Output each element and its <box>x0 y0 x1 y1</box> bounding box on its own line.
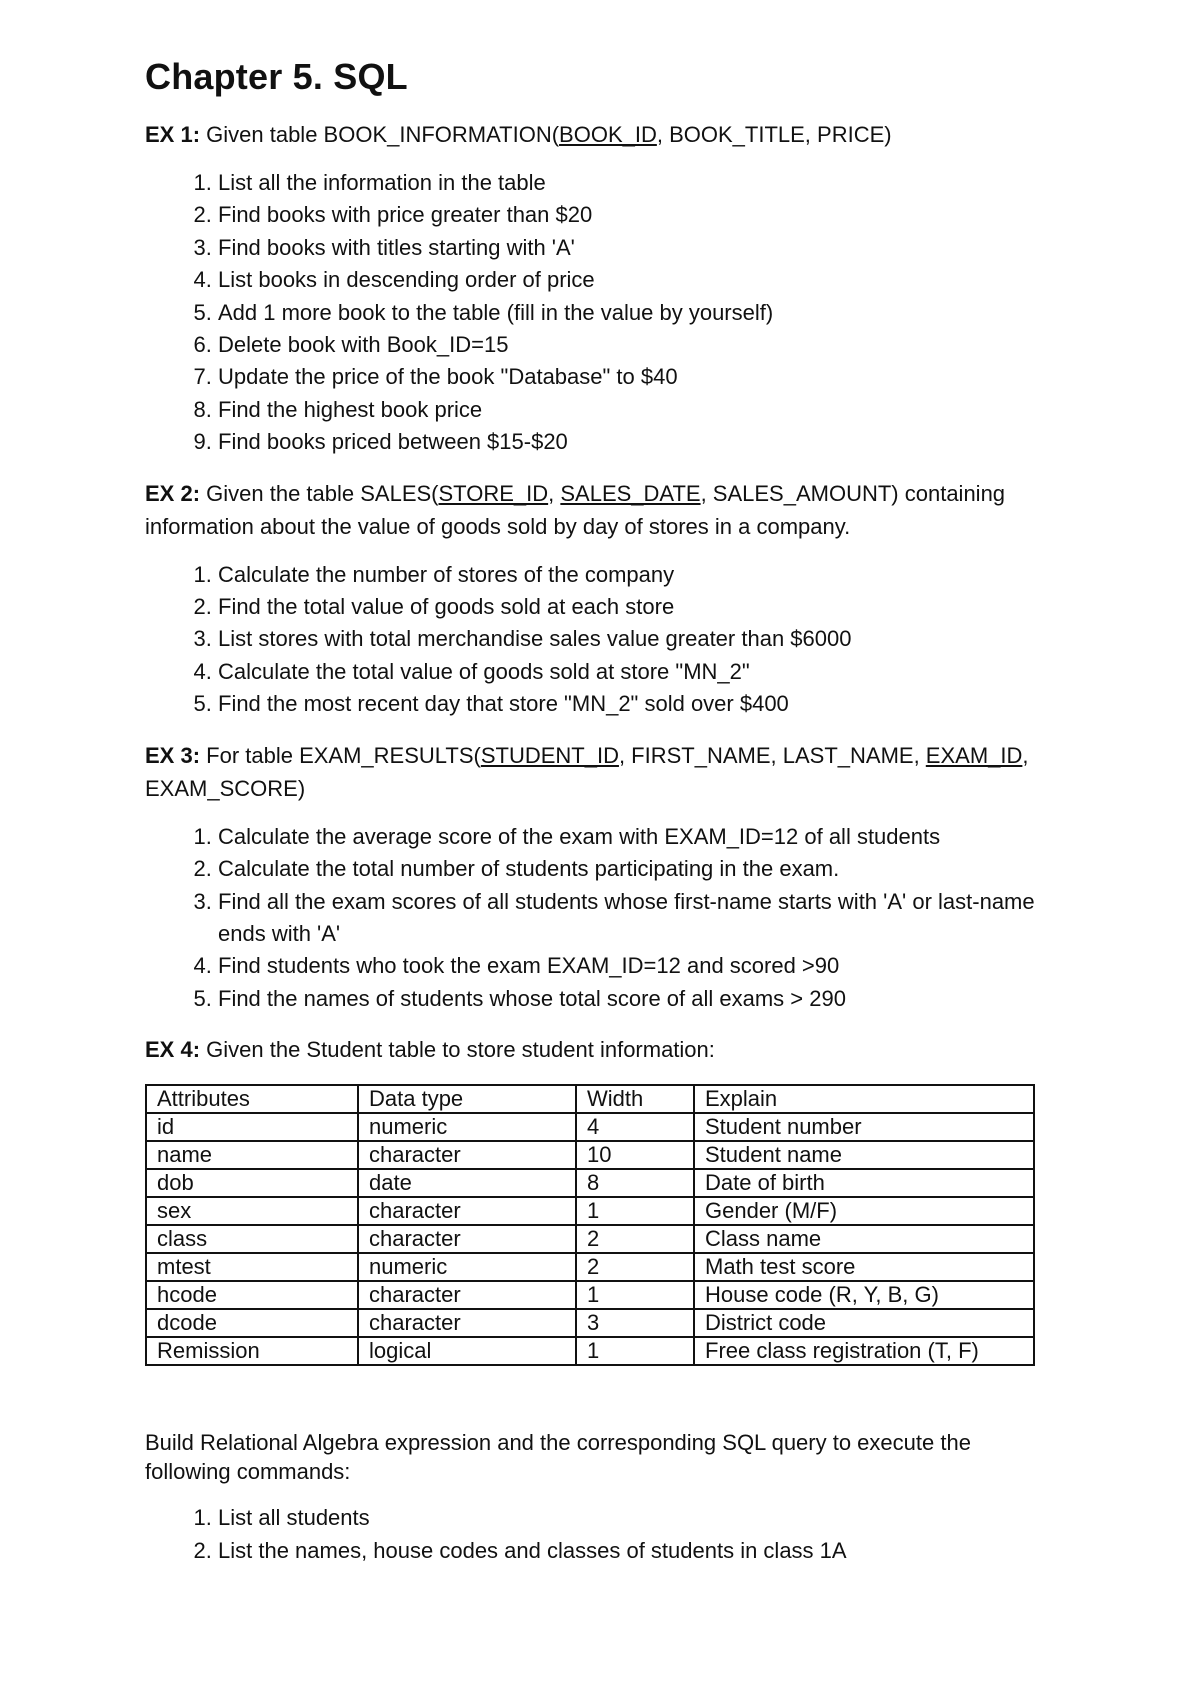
exercise-3-heading: EX 3: For table EXAM_RESULTS(STUDENT_ID, FIRST_NAME, LAST_NAME, EXAM_ID, EXAM_SCORE) <box>145 742 1029 801</box>
primary-key: STORE_ID <box>438 480 549 506</box>
primary-key: SALES_DATE <box>560 480 701 506</box>
table-row <box>146 1225 1034 1253</box>
table-cell: 2 <box>576 1253 694 1281</box>
exercise-3 <box>145 739 1045 1015</box>
exercise-3-list <box>145 821 1045 1015</box>
list-item: 3. List stores with total merchandise sales value greater than $6000 <box>218 623 1045 655</box>
table-cell: mtest <box>146 1253 358 1281</box>
document-page <box>145 56 1045 1585</box>
table-row <box>146 1113 1034 1141</box>
student-table <box>145 1084 1035 1366</box>
list-item: 3. Find all the exam scores of all students whose first-name starts with 'A' or last-name ends with 'A' <box>218 886 1045 951</box>
table-cell: logical <box>358 1337 576 1365</box>
list-item: 4. Calculate the total value of goods sold at store "MN_2" <box>218 656 1045 688</box>
list-item: 2. Find books with price greater than $20 <box>218 199 1045 231</box>
list-item: 1. List all the information in the table <box>218 167 1045 199</box>
primary-key: STUDENT_ID <box>480 742 619 768</box>
table-cell: Date of birth <box>694 1169 1034 1197</box>
table-cell: 10 <box>576 1141 694 1169</box>
table-header-row <box>146 1085 1034 1113</box>
table-cell: dob <box>146 1169 358 1197</box>
table-cell: Class name <box>694 1225 1034 1253</box>
exercise-1-list <box>145 167 1045 459</box>
exercise-label: EX 2: <box>145 480 201 506</box>
list-item: 7. Update the price of the book "Database" to $40 <box>218 361 1045 393</box>
primary-key: BOOK_ID <box>559 122 657 147</box>
table-cell: character <box>358 1225 576 1253</box>
list-item: 5. Find the names of students whose total score of all exams > 290 <box>218 983 1045 1015</box>
table-row <box>146 1197 1034 1225</box>
table-cell: 4 <box>576 1113 694 1141</box>
list-item: 2. List the names, house codes and classes of students in class 1A <box>218 1535 1045 1567</box>
table-cell: character <box>358 1197 576 1225</box>
column-header: Width <box>576 1085 694 1113</box>
table-cell: 8 <box>576 1169 694 1197</box>
list-item: 4. List books in descending order of price <box>218 264 1045 296</box>
table-cell: class <box>146 1225 358 1253</box>
primary-key: EXAM_ID <box>925 742 1023 768</box>
list-item: 1. Calculate the number of stores of the company <box>218 559 1045 591</box>
list-item: 4. Find students who took the exam EXAM_ID=12 and scored >90 <box>218 950 1045 982</box>
page-title: Chapter 5. SQL <box>145 56 408 97</box>
table-cell: date <box>358 1169 576 1197</box>
table-cell: 1 <box>576 1281 694 1309</box>
table-cell: numeric <box>358 1253 576 1281</box>
list-item: 5. Add 1 more book to the table (fill in the value by yourself) <box>218 297 1045 329</box>
column-header: Explain <box>694 1085 1034 1113</box>
table-cell: character <box>358 1141 576 1169</box>
table-row <box>146 1253 1034 1281</box>
table-cell: Free class registration (T, F) <box>694 1337 1034 1365</box>
exercise-1 <box>145 118 1045 459</box>
table-cell: District code <box>694 1309 1034 1337</box>
table-cell: Student number <box>694 1113 1034 1141</box>
exercise-2-heading: EX 2: Given the table SALES(STORE_ID, SALES_DATE, SALES_AMOUNT) containing information about the value of goods sold by day of stores in a company. <box>145 480 1006 539</box>
table-row <box>146 1141 1034 1169</box>
table-cell: id <box>146 1113 358 1141</box>
table-cell: 1 <box>576 1337 694 1365</box>
table-cell: 1 <box>576 1197 694 1225</box>
table-cell: sex <box>146 1197 358 1225</box>
table-row <box>146 1337 1034 1365</box>
table-cell: Math test score <box>694 1253 1034 1281</box>
table-cell: character <box>358 1281 576 1309</box>
list-item: 8. Find the highest book price <box>218 394 1045 426</box>
table-cell: dcode <box>146 1309 358 1337</box>
table-cell: 3 <box>576 1309 694 1337</box>
exercise-4-heading: EX 4: Given the Student table to store student information: <box>145 1037 715 1063</box>
exercise-4-list <box>145 1502 1045 1567</box>
instruction-paragraph: Build Relational Algebra expression and the corresponding SQL query to execute the following commands: <box>145 1430 971 1485</box>
table-cell: Remission <box>146 1337 358 1365</box>
exercise-label: EX 4: <box>145 1037 201 1063</box>
list-item: 9. Find books priced between $15-$20 <box>218 426 1045 458</box>
column-header: Data type <box>358 1085 576 1113</box>
table-cell: name <box>146 1141 358 1169</box>
exercise-label: EX 3: <box>145 742 201 768</box>
list-item: 3. Find books with titles starting with 'A' <box>218 232 1045 264</box>
column-header: Attributes <box>146 1085 358 1113</box>
table-cell: Student name <box>694 1141 1034 1169</box>
list-item: 2. Calculate the total number of students participating in the exam. <box>218 853 1045 885</box>
list-item: 1. Calculate the average score of the exam with EXAM_ID=12 of all students <box>218 821 1045 853</box>
table-cell: House code (R, Y, B, G) <box>694 1281 1034 1309</box>
list-item: 2. Find the total value of goods sold at each store <box>218 591 1045 623</box>
table-row <box>146 1309 1034 1337</box>
exercise-2 <box>145 477 1045 721</box>
list-item: 6. Delete book with Book_ID=15 <box>218 329 1045 361</box>
table-cell: hcode <box>146 1281 358 1309</box>
exercise-4 <box>145 1033 1045 1567</box>
exercise-2-list <box>145 559 1045 721</box>
exercise-label: EX 1: <box>145 122 201 147</box>
table-cell: 2 <box>576 1225 694 1253</box>
table-row <box>146 1281 1034 1309</box>
exercise-1-heading: EX 1: Given table BOOK_INFORMATION(BOOK_ID, BOOK_TITLE, PRICE) <box>145 122 892 147</box>
table-cell: numeric <box>358 1113 576 1141</box>
table-cell: Gender (M/F) <box>694 1197 1034 1225</box>
list-item: 5. Find the most recent day that store "MN_2" sold over $400 <box>218 688 1045 720</box>
table-cell: character <box>358 1309 576 1337</box>
list-item: 1. List all students <box>218 1502 1045 1534</box>
table-row <box>146 1169 1034 1197</box>
